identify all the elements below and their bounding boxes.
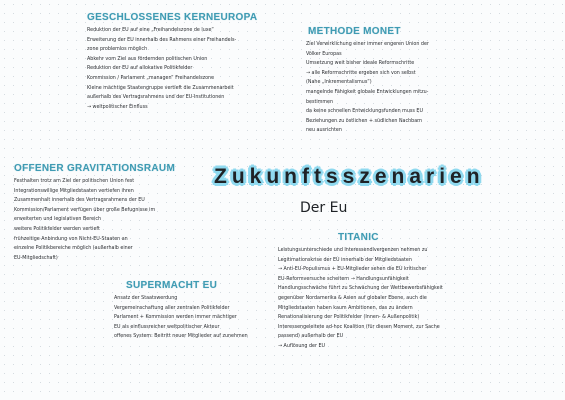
note-line: Handlungsschwäche führt zu Schwächung der Wettbewerbsfähigkeit [278,286,443,292]
note-line: erweiterten und legislativen Bereich [14,217,102,223]
section-kerneuropa [87,12,257,112]
note-line: einzelne Politikbereiche möglich (außerhalb einer [14,246,133,252]
note-line: Vergemeinschaftung aller zentralen Politikfelder [114,305,230,311]
note-line: EU-Mitgliedschaft) [14,255,58,261]
heading-supermacht: SUPERMACHT EU [126,280,218,291]
note-line: Beziehungen zu östlichen + südlichen Nachbarn [306,118,423,124]
section-gravitation [14,163,175,263]
note-line: Zusammenhalt innerhalb des Vertragsrahmens der EU [14,198,145,204]
lines-supermacht [114,294,248,342]
note-line: Parlament + Kommission werden immer mächtiger [114,315,237,321]
note-line: Erweiterung der EU innerhalb des Rahmens einer Freihandels- [87,37,237,43]
heading-gravitation: OFFENER GRAVITATIONSRAUM [14,163,176,174]
note-line: → weltpolitischer Einfluss [87,104,148,110]
note-line: weitere Politikfelder werden vertieft [14,226,100,232]
note-line: frühzeitige Anbindung von Nicht-EU-Staaten an [14,236,128,242]
section-supermacht [114,280,248,342]
lines-kerneuropa [87,26,257,112]
note-line: offenes System: Beitritt neuer Mitglieder auf zunehmen [114,334,248,340]
note-line: Leistungsunterschiede und Interessendivergenzen nehmen zu [278,248,428,253]
note-line: Mitgliedstaaten haben kaum Ambitionen, das zu ändern [278,305,413,311]
note-line: Interessengeleitete ad-hoc Koalition (für diesen Moment, zur Sache [278,324,440,330]
sub-title: Der Eu [300,200,348,216]
note-line: Kommission/Parlament verfügen über große Befugnisse im [14,207,156,213]
lines-monet [306,40,429,136]
note-line: Völker Europas [306,51,342,57]
lines-titanic [278,246,443,352]
note-line: Abkehr vom Ziel aus fördernden politischen Union [87,56,208,62]
lines-gravitation [14,177,175,263]
note-line: mangelnde Fähigkeit globale Entwicklungen mitzu- [306,89,429,95]
note-line: außerhalb des Vertragsrahmens und der EU-Institutionen [87,95,225,101]
note-line: EU als einflussreicher weltpolitischer Akteur [114,324,220,330]
main-title: Zukunftsszenarien [214,165,485,188]
heading-titanic: TITANIC [338,232,379,243]
note-line: → Anti-EU-Populismus + EU-Mitglieder sehen die EU kritischer [278,267,427,273]
note-line: neu ausrichten [306,128,342,134]
note-line: Legitimationskrise der EU innerhalb der Mitgliedstaaten [278,257,412,263]
note-line: (Nahe „Inkrementalismus“) [306,80,372,86]
note-line: Ziel Verwirklichung einer immer engeren Union der [306,42,429,47]
note-line: Kommission / Parlament „managen“ Freihandelszone [87,75,215,81]
heading-monet: METHODE MONET [308,26,401,37]
note-line: Kleine mächtige Staatengruppe vertieft die Zusammenarbeit [87,85,234,91]
note-line: Integrationswillige Mitgliedstaaten vertiefen ihren [14,188,134,194]
section-titanic [278,232,443,352]
note-line: Umsetzung weit bisher ideale Reformschritte [306,61,415,67]
note-line: → Auflösung der EU [278,343,326,349]
note-line: Ansatz der Staatswerdung [114,296,178,301]
note-line: → alle Reformschritte ergeben sich von selbst [306,70,416,76]
note-line: da keine schnellen Entwicklungsfunden muss EU [306,109,423,115]
note-line: zone problemlos möglich [87,47,148,53]
note-line: EU-Reformversuche scheitern → Handlungsunfähigkeit [278,276,409,282]
note-line: Festhalten trotz am Ziel der politischen Union fest [14,179,135,184]
note-line: passend) außerhalb der EU [278,334,344,340]
note-line: bestimmen [306,99,334,105]
section-monet [306,26,429,136]
note-line: gegenüber Nordamerika & Asien auf globaler Ebene, auch die [278,295,427,301]
note-line: Renationalisierung der Politikfelder (Innen- & Außenpolitik) [278,315,420,321]
heading-kerneuropa: GESCHLOSSENES KERNEUROPA [87,12,258,23]
note-line: Reduktion der EU auf allokative Politikfelder [87,66,193,72]
note-line: Reduktion der EU auf eine „Freihandelszone de luxe“ [87,28,214,33]
